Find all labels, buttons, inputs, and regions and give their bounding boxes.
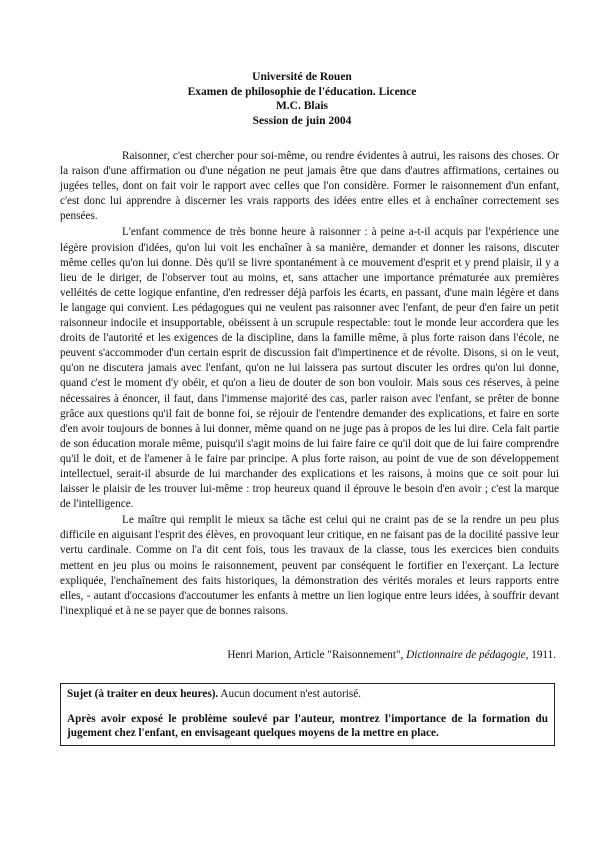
exam-session: Session de juin 2004 (252, 114, 352, 127)
exam-header (0, 70, 604, 128)
exam-title: Examen de philosophie de l'éducation. Licence (187, 85, 417, 98)
subject-box (60, 683, 555, 746)
source-attribution (227, 648, 556, 663)
attribution-author: Henri Marion, Article "Raisonnement", (227, 649, 404, 661)
attribution-year: , 1911. (525, 649, 556, 661)
attribution-work: Dictionnaire de pédagogie (406, 649, 526, 661)
subject-heading: Sujet (à traiter en deux heures). (67, 688, 219, 700)
university-name: Université de Rouen (252, 71, 352, 83)
subject-note: Aucun document n'est autorisé. (218, 688, 361, 700)
subject-intro (67, 687, 548, 702)
text-paragraph-3: Le maître qui remplit le mieux sa tâche est celui qui ne craint pas de se la rendre un peu plus difficile en aiguisant l'esprit des élèves, en provoquant leur critique, en ne faisant pas de la docilité passive leur vertu cardinale. Comme on l'a dit cent fois, tous les travaux de la classe, tous les exercices bien conduits mettent en jeu plus ou moins le raisonnement, peuvent par conséquent le fortifier en l'exerçant. La lecture expliquée, l'enchaînement des faits historiques, la démonstration des vérités morales et leurs rapports entre elles, - autant d'occasions d'accoutumer les enfants à mettre un lien logique entre leurs idées, à souffrir devant l'inexpliqué et à ne se payer que de bonnes raisons. (60, 514, 559, 617)
examiner-name: M.C. Blais (275, 100, 329, 112)
subject-task: Après avoir exposé le problème soulevé par l'auteur, montrez l'importance de la formation du jugement chez l'enfant, en envisageant quelques moyens de la mettre en place. (67, 712, 548, 740)
exam-text (60, 149, 559, 619)
text-paragraph-2: L'enfant commence de très bonne heure à raisonner : à peine a-t-il acquis par l'expérience une légère provision d'idées, qu'on lui voit les enchaîner à sa manière, demander et donner les raisons, discuter même celles qu'on lui donne. Dès qu'il se livre spontanément à ce mouvement d'esprit et y prend plaisir, il y a lieu de le diriger, de l'observer tout au moins, et, sans attacher une importance prématurée aux premières velléités de cette logique enfantine, d'en redresser déjà parfois les écarts, en passant, d'une main légère et dans le langage qui convient. Les pédagogues qui ne veulent pas raisonner avec l'enfant, de peur d'en faire un petit raisonneur indocile et insupportable, obéissent à un scrupule respectable: tout le monde leur accordera que les droits de l'autorité et les exigences de la discipline, dans la famille même, à plus forte raison dans l'école, ne peuvent s'accommoder d'un certain esprit de discussion fait d'impertinence et de révolte. Disons, si on le veut, qu'on ne discutera jamais avec l'enfant, qu'on ne lui laissera pas surtout discuter les ordres qu'on lui donne, quand c'est le moment d'y obéir, et qu'on a lieu de douter de son bon vouloir. Mais sous ces réserves, à peine nécessaires à énoncer, il faut, dans l'immense majorité des cas, parler raison avec l'enfant, se prêter de bonne grâce aux questions qu'il fait de bonne foi, se réjouir de l'entendre demander des explications, et faire en sorte d'en avoir toujours de bonnes à lui donner, même quand on ne juge pas à propos de les lui dire. Cela fait partie de son éducation morale même, puisqu'il s'agit moins de lui faire faire ce qu'il doit que de lui faire comprendre qu'il le doit, et de l'amener à le faire par principe. A plus forte raison, au point de vue de son développement intellectuel, serait-il absurde de lui marchander des explications et les raisons, à moins que ce soit pour lui laisser le plaisir de les trouver lui-même : trop heureux quand il éprouve le besoin d'en avoir ; c'est la marque de l'intelligence. (60, 226, 559, 511)
text-paragraph-1: Raisonner, c'est chercher pour soi-même, ou rendre évidentes à autrui, les raisons des choses. Or la raison d'une affirmation ou d'une négation ne peut jamais être que dans d'autres affirmations, certaines ou jugées telles, dont on fait voir le rapport avec celles que l'on considère. Former le raisonnement d'un enfant, c'est donc lui apprendre à discerner les vrais rapports des idées entre elles et à enchaîner correctement ses pensées. (60, 150, 559, 223)
